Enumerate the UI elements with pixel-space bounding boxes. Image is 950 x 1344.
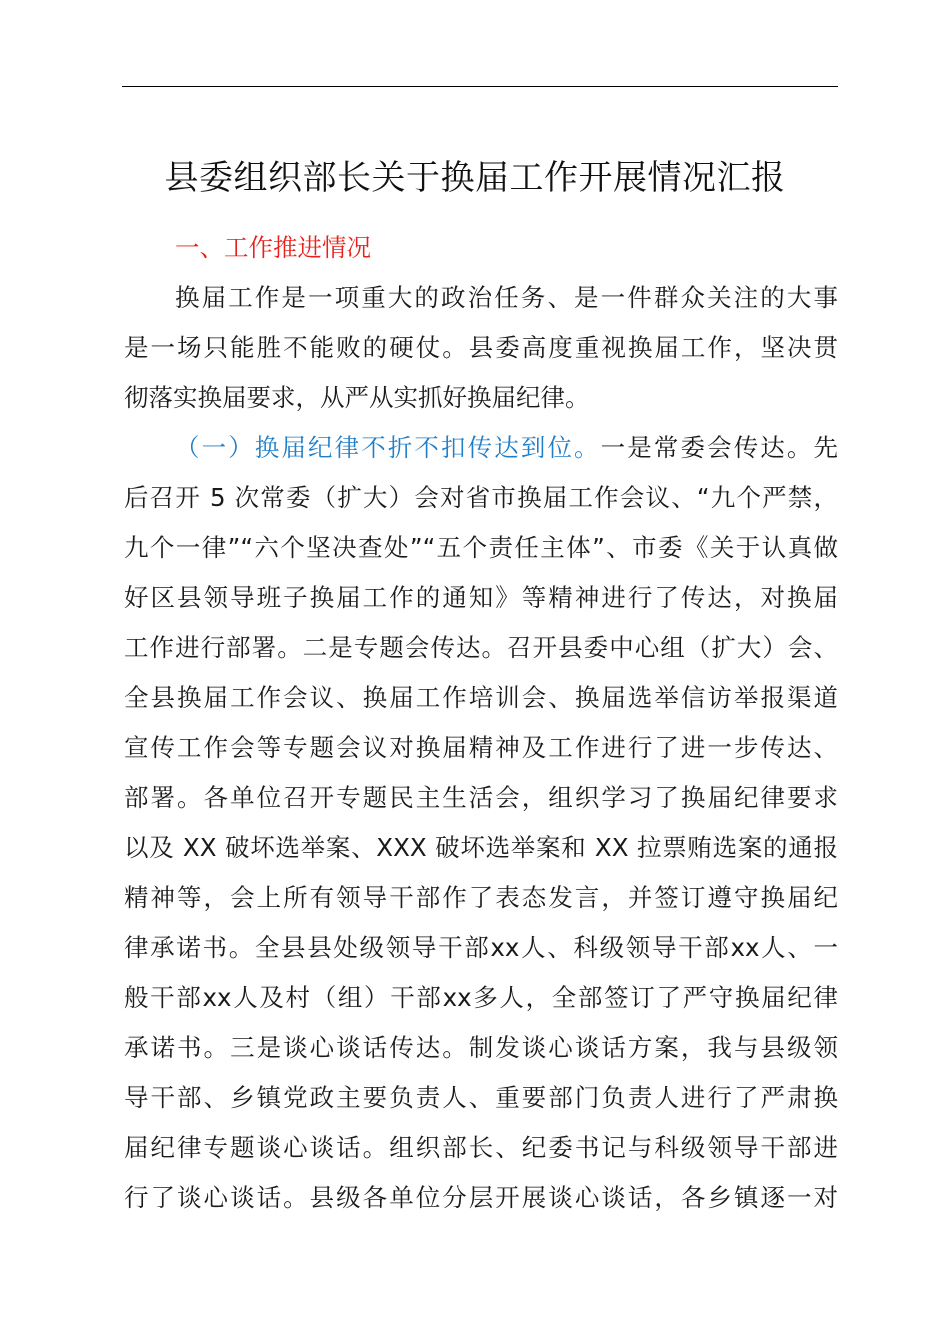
paragraph-line: 以及 XX 破坏选举案、XXX 破坏选举案和 XX 拉票贿选案的通报 [124,833,838,862]
paragraph-line: 工作进行部署。二是专题会传达。召开县委中心组（扩大）会、 [124,633,838,662]
paragraph-line: 宣传工作会等专题会议对换届精神及工作进行了进一步传达、 [124,733,838,762]
paragraph-line: 届纪律专题谈心谈话。组织部长、纪委书记与科级领导干部进 [124,1133,838,1162]
subsection-text: 一是常委会传达。先 [600,433,839,462]
paragraph-line: 律承诺书。全县县处级领导干部xx人、科级领导干部xx人、一 [124,933,838,962]
paragraph-line: 行了谈心谈话。县级各单位分层开展谈心谈话，各乡镇逐一对 [124,1183,838,1212]
paragraph-line: 彻落实换届要求，从严从实抓好换届纪律。 [124,383,590,412]
paragraph-line: 承诺书。三是谈心谈话传达。制发谈心谈话方案，我与县级领 [124,1033,838,1062]
paragraph-line: 部署。各单位召开专题民主生活会，组织学习了换届纪律要求 [124,783,838,812]
paragraph-line: 全县换届工作会议、换届工作培训会、换届选举信访举报渠道 [124,683,838,712]
paragraph-line: 换届工作是一项重大的政治任务、是一件群众关注的大事 [175,283,838,312]
section-heading: 一、工作推进情况 [175,233,371,262]
document-title: 县委组织部长关于换届工作开展情况汇报 [164,158,786,198]
paragraph-line: 导干部、乡镇党政主要负责人、重要部门负责人进行了严肃换 [124,1083,838,1112]
paragraph-line: 是一场只能胜不能败的硬仗。县委高度重视换届工作，坚决贯 [124,333,838,362]
paragraph-line: 好区县领导班子换届工作的通知》等精神进行了传达，对换届 [124,583,838,612]
paragraph-line: 九个一律”“六个坚决查处”“五个责任主体”、市委《关于认真做 [124,533,838,562]
paragraph-line: 后召开 5 次常委（扩大）会对省市换届工作会议、“九个严禁， [124,483,838,512]
subsection-heading: （一）换届纪律不折不扣传达到位。 [175,433,601,462]
paragraph-line: 精神等，会上所有领导干部作了表态发言，并签订遵守换届纪 [124,883,838,912]
subsection-line [175,431,838,465]
paragraph-line: 般干部xx人及村（组）干部xx多人，全部签订了严守换届纪律 [124,983,838,1012]
header-rule [122,86,838,87]
